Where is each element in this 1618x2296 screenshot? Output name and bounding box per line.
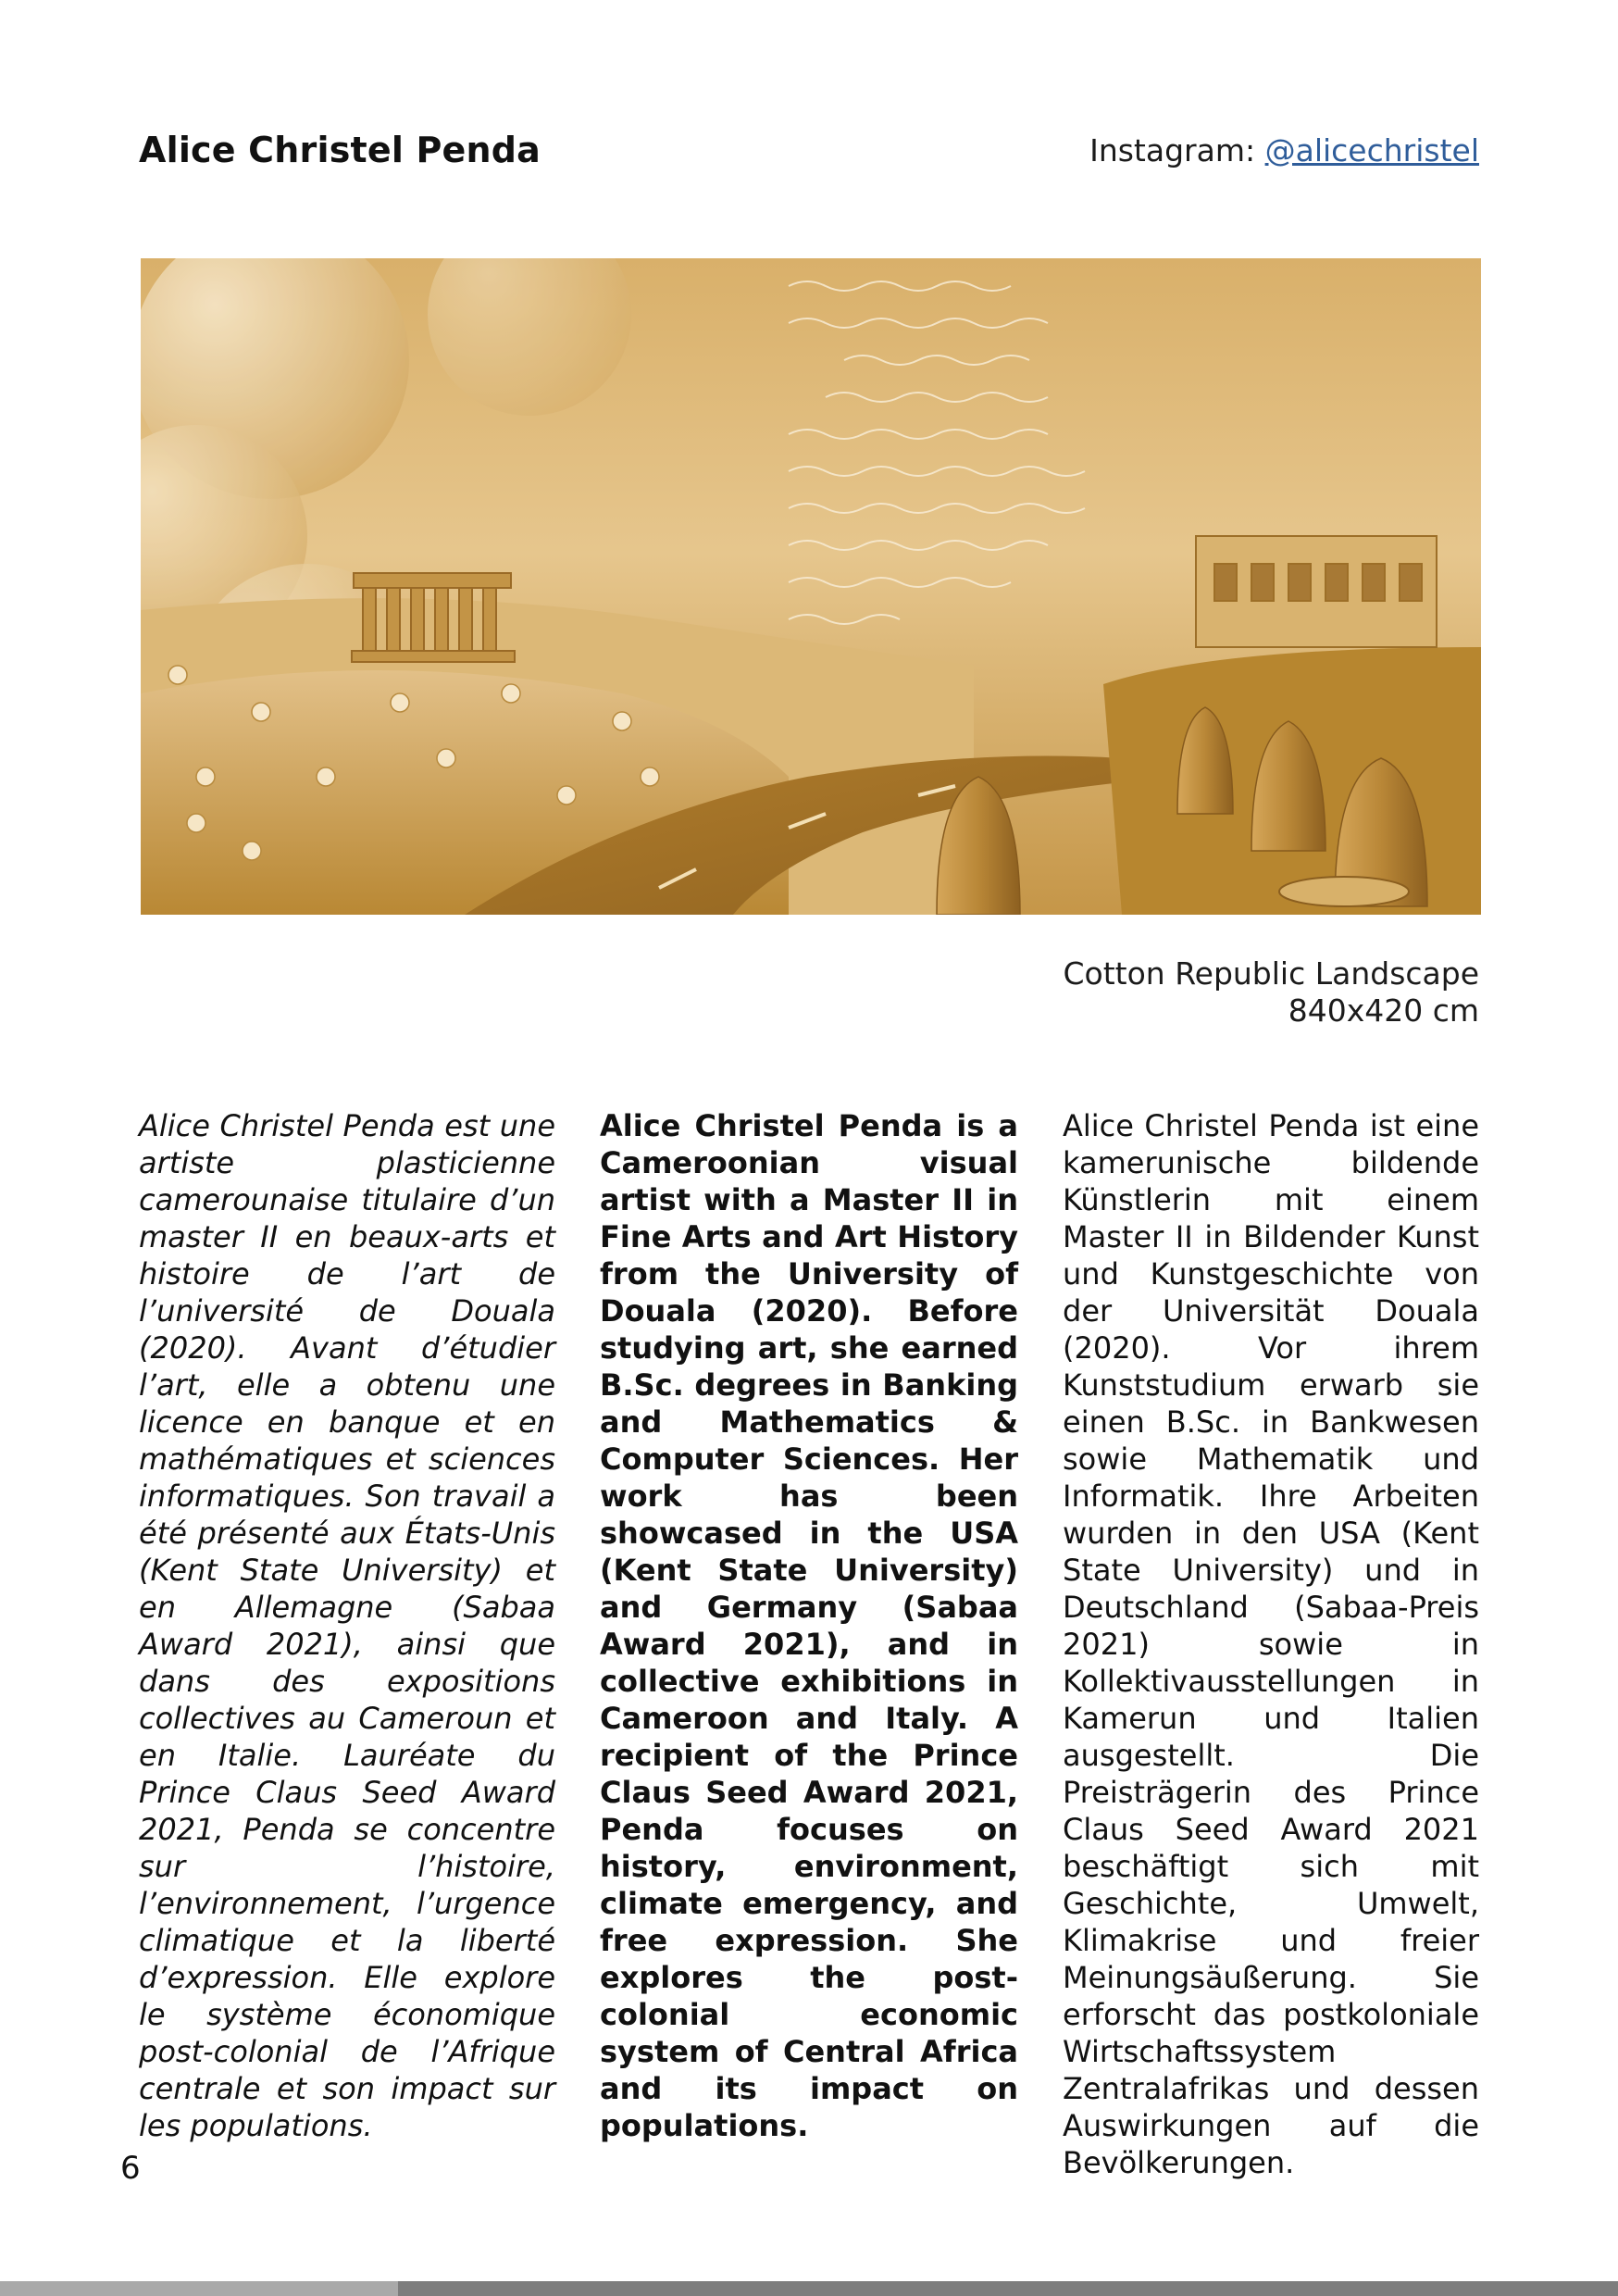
page-number: 6 bbox=[120, 2150, 141, 2187]
bio-french: Alice Christel Penda est une artiste plasticienne camerounaise titulaire d’un master II en beaux-arts et histoire de l’art de l’université de Douala (2020). Avant d’étudier l’art, elle a obtenu une licence en banque et en mathématiques et sciences informatiques. Son travail a été présenté aux États-Unis (Kent State University) et en Allemagne (Sabaa Award 2021), ainsi que dans des expositions collectives au Cameroun et en Italie. Lauréate du Prince Claus Seed Award 2021, Penda se concentre sur l’histoire, l’environnement, l’urgence climatique et la liberté d’expression. Elle explore le système économique post-colonial de l’Afrique centrale et son impact sur les populations. bbox=[139, 1108, 555, 2143]
artist-name-heading: Alice Christel Penda bbox=[139, 130, 541, 170]
well bbox=[1279, 877, 1409, 906]
instagram-handle-link[interactable]: @alicechristel bbox=[1264, 132, 1479, 168]
artwork-title: Cotton Republic Landscape bbox=[1063, 955, 1479, 992]
artwork-dimensions: 840x420 cm bbox=[1288, 992, 1479, 1029]
colonial-building bbox=[1196, 536, 1437, 647]
artwork-image bbox=[141, 258, 1481, 915]
instagram-label: Instagram: bbox=[1089, 132, 1265, 168]
instagram-credit bbox=[1089, 132, 1479, 168]
footer-bar-accent bbox=[0, 2281, 398, 2296]
bio-german: Alice Christel Penda ist eine kamerunische bildende Künstlerin mit einem Master II in Bildender Kunst und Kunstgeschichte von der Universität Douala (2020). Vor ihrem Kunststudium erwarb sie einen B.Sc. in Bankwesen sowie Mathematik und Informatik. Ihre Arbeiten wurden in den USA (Kent State University) und in Deutschland (Sabaa-Preis 2021) sowie in Kollektivausstellungen in Kamerun und Italien ausgestellt. Die Preisträgerin des Prince Claus Seed Award 2021 beschäftigt sich mit Geschichte, Umwelt, Klimakrise und freier Meinungsäußerung. Sie erforscht das postkoloniale Wirtschaftssystem Zentralafrikas und dessen Auswirkungen auf die Bevölkerungen. bbox=[1063, 1108, 1479, 2180]
bio-english: Alice Christel Penda is a Cameroonian visual artist with a Master II in Fine Arts and Art History from the University of Douala (2020). Before studying art, she earned B.Sc. degrees in Banking and Mathematics & Computer Sciences. Her work has been showcased in the USA (Kent State University) and Germany (Sabaa Award 2021), and in collective exhibitions in Cameroon and Italy. A recipient of the Prince Claus Seed Award 2021, Penda focuses on history, environment, climate emergency, and free expression. She explores the post-colonial economic system of Central Africa and its impact on populations. bbox=[600, 1108, 1018, 2143]
artwork-caption bbox=[1063, 955, 1479, 1029]
